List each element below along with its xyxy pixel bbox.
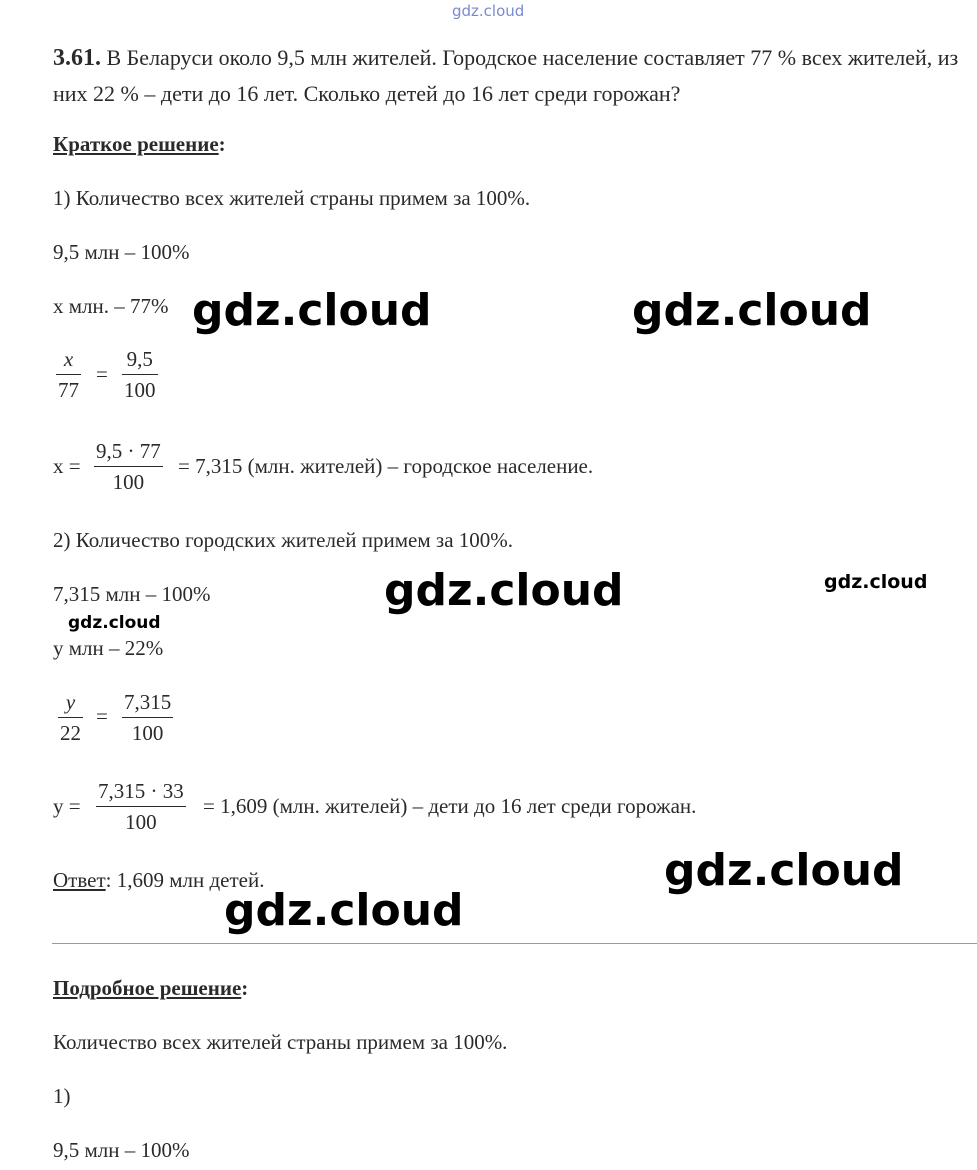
problem-statement xyxy=(53,40,968,112)
short-step-1: 1) Количество всех жителей страны примем за 100%. xyxy=(53,186,531,210)
fraction-numerator: 9,5 · 77 xyxy=(96,439,161,463)
calc-2-fraction xyxy=(96,776,186,837)
section-divider xyxy=(52,943,977,944)
fraction-denominator: 77 xyxy=(58,378,79,402)
detailed-proportion-1a: 9,5 млн – 100% xyxy=(53,1138,190,1162)
calc-2-lhs: у = xyxy=(53,794,81,818)
fraction-numerator: y xyxy=(65,690,76,714)
fraction-numerator: x xyxy=(63,347,74,371)
answer-label: Ответ xyxy=(53,868,106,892)
fraction-denominator: 22 xyxy=(60,721,81,745)
watermark-logo: gdz.cloud xyxy=(384,565,624,616)
calc-1-lhs: х = xyxy=(53,454,81,478)
short-heading-text: Краткое решение xyxy=(53,132,219,156)
fraction-numerator: 9,5 xyxy=(126,347,153,371)
proportion-1a: 9,5 млн – 100% xyxy=(53,240,190,264)
fraction-y-22 xyxy=(58,687,83,748)
proportion-1b: х млн. – 77% xyxy=(53,294,169,318)
calc-1-result: = 7,315 (млн. жителей) – городское население. xyxy=(178,454,594,478)
watermark-logo: gdz.cloud xyxy=(224,885,464,936)
watermark-logo: gdz.cloud xyxy=(192,285,432,336)
answer-text: : 1,609 млн детей. xyxy=(105,868,265,892)
detailed-step-1: 1) xyxy=(53,1084,71,1108)
watermark-logo: gdz.cloud xyxy=(68,613,161,633)
top-watermark: gdz.cloud xyxy=(452,2,525,20)
detailed-heading-colon: : xyxy=(241,976,249,1000)
calc-2-result: = 1,609 (млн. жителей) – дети до 16 лет среди горожан. xyxy=(203,794,697,818)
equals-sign: = xyxy=(96,362,108,386)
equals-sign: = xyxy=(96,704,108,728)
watermark-logo: gdz.cloud xyxy=(632,285,872,336)
problem-text: В Беларуси около 9,5 млн жителей. Городское население составляет 77 % всех жителей, из них 22 % – дети до 16 лет. Сколько детей до 16 лет среди горожан? xyxy=(53,45,959,106)
detailed-solution-heading xyxy=(53,976,248,1001)
fraction-numerator: 7,315 xyxy=(124,690,172,714)
problem-number: 3.61. xyxy=(53,45,101,71)
detailed-heading-text: Подробное решение xyxy=(53,976,242,1000)
short-solution-heading xyxy=(53,132,226,157)
watermark-logo: gdz.cloud xyxy=(664,845,904,896)
fraction-denominator: 100 xyxy=(125,810,157,834)
fraction-x-77 xyxy=(56,344,81,405)
short-heading-colon: : xyxy=(218,132,226,156)
fraction-numerator: 7,315 · 33 xyxy=(98,779,184,803)
proportion-2a: 7,315 млн – 100% xyxy=(53,582,211,606)
detailed-intro: Количество всех жителей страны примем за 100%. xyxy=(53,1030,508,1054)
fraction-denominator: 100 xyxy=(124,378,156,402)
short-step-2: 2) Количество городских жителей примем за 100%. xyxy=(53,528,514,552)
fraction-9-5-100 xyxy=(122,344,158,405)
proportion-2b: у млн – 22% xyxy=(53,636,164,660)
watermark-logo: gdz.cloud xyxy=(824,571,928,593)
fraction-denominator: 100 xyxy=(131,721,164,745)
calc-1-fraction xyxy=(94,436,163,497)
fraction-denominator: 100 xyxy=(112,470,145,494)
fraction-7-315-100 xyxy=(122,687,173,748)
